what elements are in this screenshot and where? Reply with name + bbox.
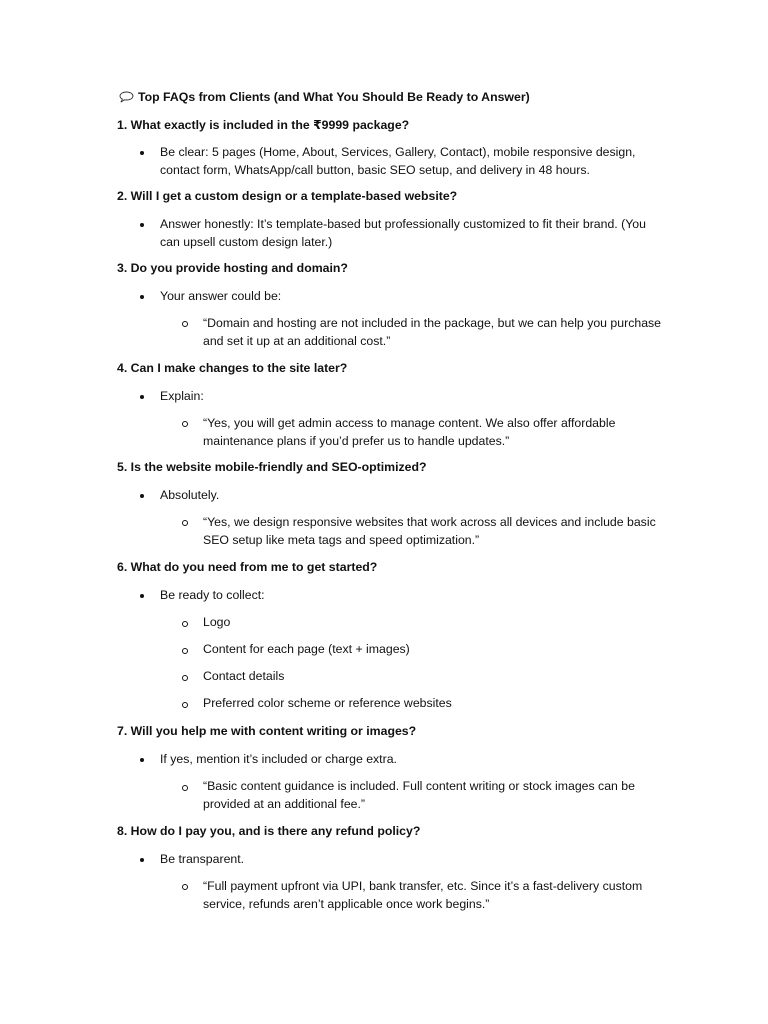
- bullet-dot: [140, 858, 144, 862]
- faq-sub-answer-5: “Yes, we design responsive websites that work across all devices and include basic SEO setup like meta tags and speed optimization.”: [203, 515, 656, 547]
- bullet-dot: [140, 395, 144, 399]
- faq-sub-item-content: Content for each page (text + images): [203, 642, 410, 656]
- faq-answer-2: Answer honestly: It’s template-based but professionally customized to fit their brand. (You can upsell custom design later.): [160, 217, 646, 249]
- bullet-dot: [140, 295, 144, 299]
- sub-bullet-circle: [182, 675, 188, 681]
- faq-question-3: 3. Do you provide hosting and domain?: [117, 261, 348, 275]
- sub-bullet-circle: [182, 785, 188, 791]
- sub-bullet-circle: [182, 621, 188, 627]
- sub-bullet-circle: [182, 884, 188, 890]
- faq-sub-answer-7: “Basic content guidance is included. Full content writing or stock images can be provided at an additional fee.”: [203, 779, 635, 811]
- sub-bullet-circle: [182, 702, 188, 708]
- faq-question-1: 1. What exactly is included in the ₹9999 package?: [117, 118, 410, 132]
- sub-bullet-circle: [182, 520, 188, 526]
- faq-question-7: 7. Will you help me with content writing or images?: [117, 724, 417, 738]
- page-title-row: [119, 90, 530, 104]
- faq-answer-6: Be ready to collect:: [160, 588, 265, 602]
- faq-question-8: 8. How do I pay you, and is there any refund policy?: [117, 824, 421, 838]
- faq-sub-answer-3: “Domain and hosting are not included in the package, but we can help you purchase and set it up at an additional cost.”: [203, 316, 662, 348]
- faq-question-2: 2. Will I get a custom design or a template-based website?: [117, 189, 458, 203]
- faq-sub-answer-4: “Yes, you will get admin access to manage content. We also offer affordable maintenance plans if you’d prefer us to handle updates.”: [203, 416, 616, 448]
- faq-question-5: 5. Is the website mobile-friendly and SEO-optimized?: [117, 460, 427, 474]
- faq-answer-4: Explain:: [160, 389, 204, 403]
- faq-answer-3: Your answer could be:: [160, 289, 282, 303]
- bullet-dot: [140, 151, 144, 155]
- faq-sub-answer-8: “Full payment upfront via UPI, bank transfer, etc. Since it’s a fast-delivery custom service, refunds aren’t applicable once work begins.”: [203, 879, 643, 911]
- speech-bubble-icon: [119, 91, 134, 103]
- faq-sub-item-logo: Logo: [203, 615, 231, 629]
- bullet-dot: [140, 594, 144, 598]
- page-title: Top FAQs from Clients (and What You Should Be Ready to Answer): [138, 90, 530, 104]
- faq-answer-8: Be transparent.: [160, 852, 245, 866]
- faq-sub-item-contact: Contact details: [203, 669, 285, 683]
- faq-answer-5: Absolutely.: [160, 488, 220, 502]
- bullet-dot: [140, 494, 144, 498]
- faq-question-6: 6. What do you need from me to get started?: [117, 560, 378, 574]
- sub-bullet-circle: [182, 321, 188, 327]
- bullet-dot: [140, 758, 144, 762]
- faq-sub-item-colors: Preferred color scheme or reference websites: [203, 696, 452, 710]
- faq-answer-1: Be clear: 5 pages (Home, About, Services, Gallery, Contact), mobile responsive design, contact form, WhatsApp/call button, basic SEO setup, and delivery in 48 hours.: [160, 145, 636, 177]
- sub-bullet-circle: [182, 421, 188, 427]
- faq-question-4: 4. Can I make changes to the site later?: [117, 361, 348, 375]
- bullet-dot: [140, 223, 144, 227]
- sub-bullet-circle: [182, 648, 188, 654]
- faq-answer-7: If yes, mention it’s included or charge extra.: [160, 752, 397, 766]
